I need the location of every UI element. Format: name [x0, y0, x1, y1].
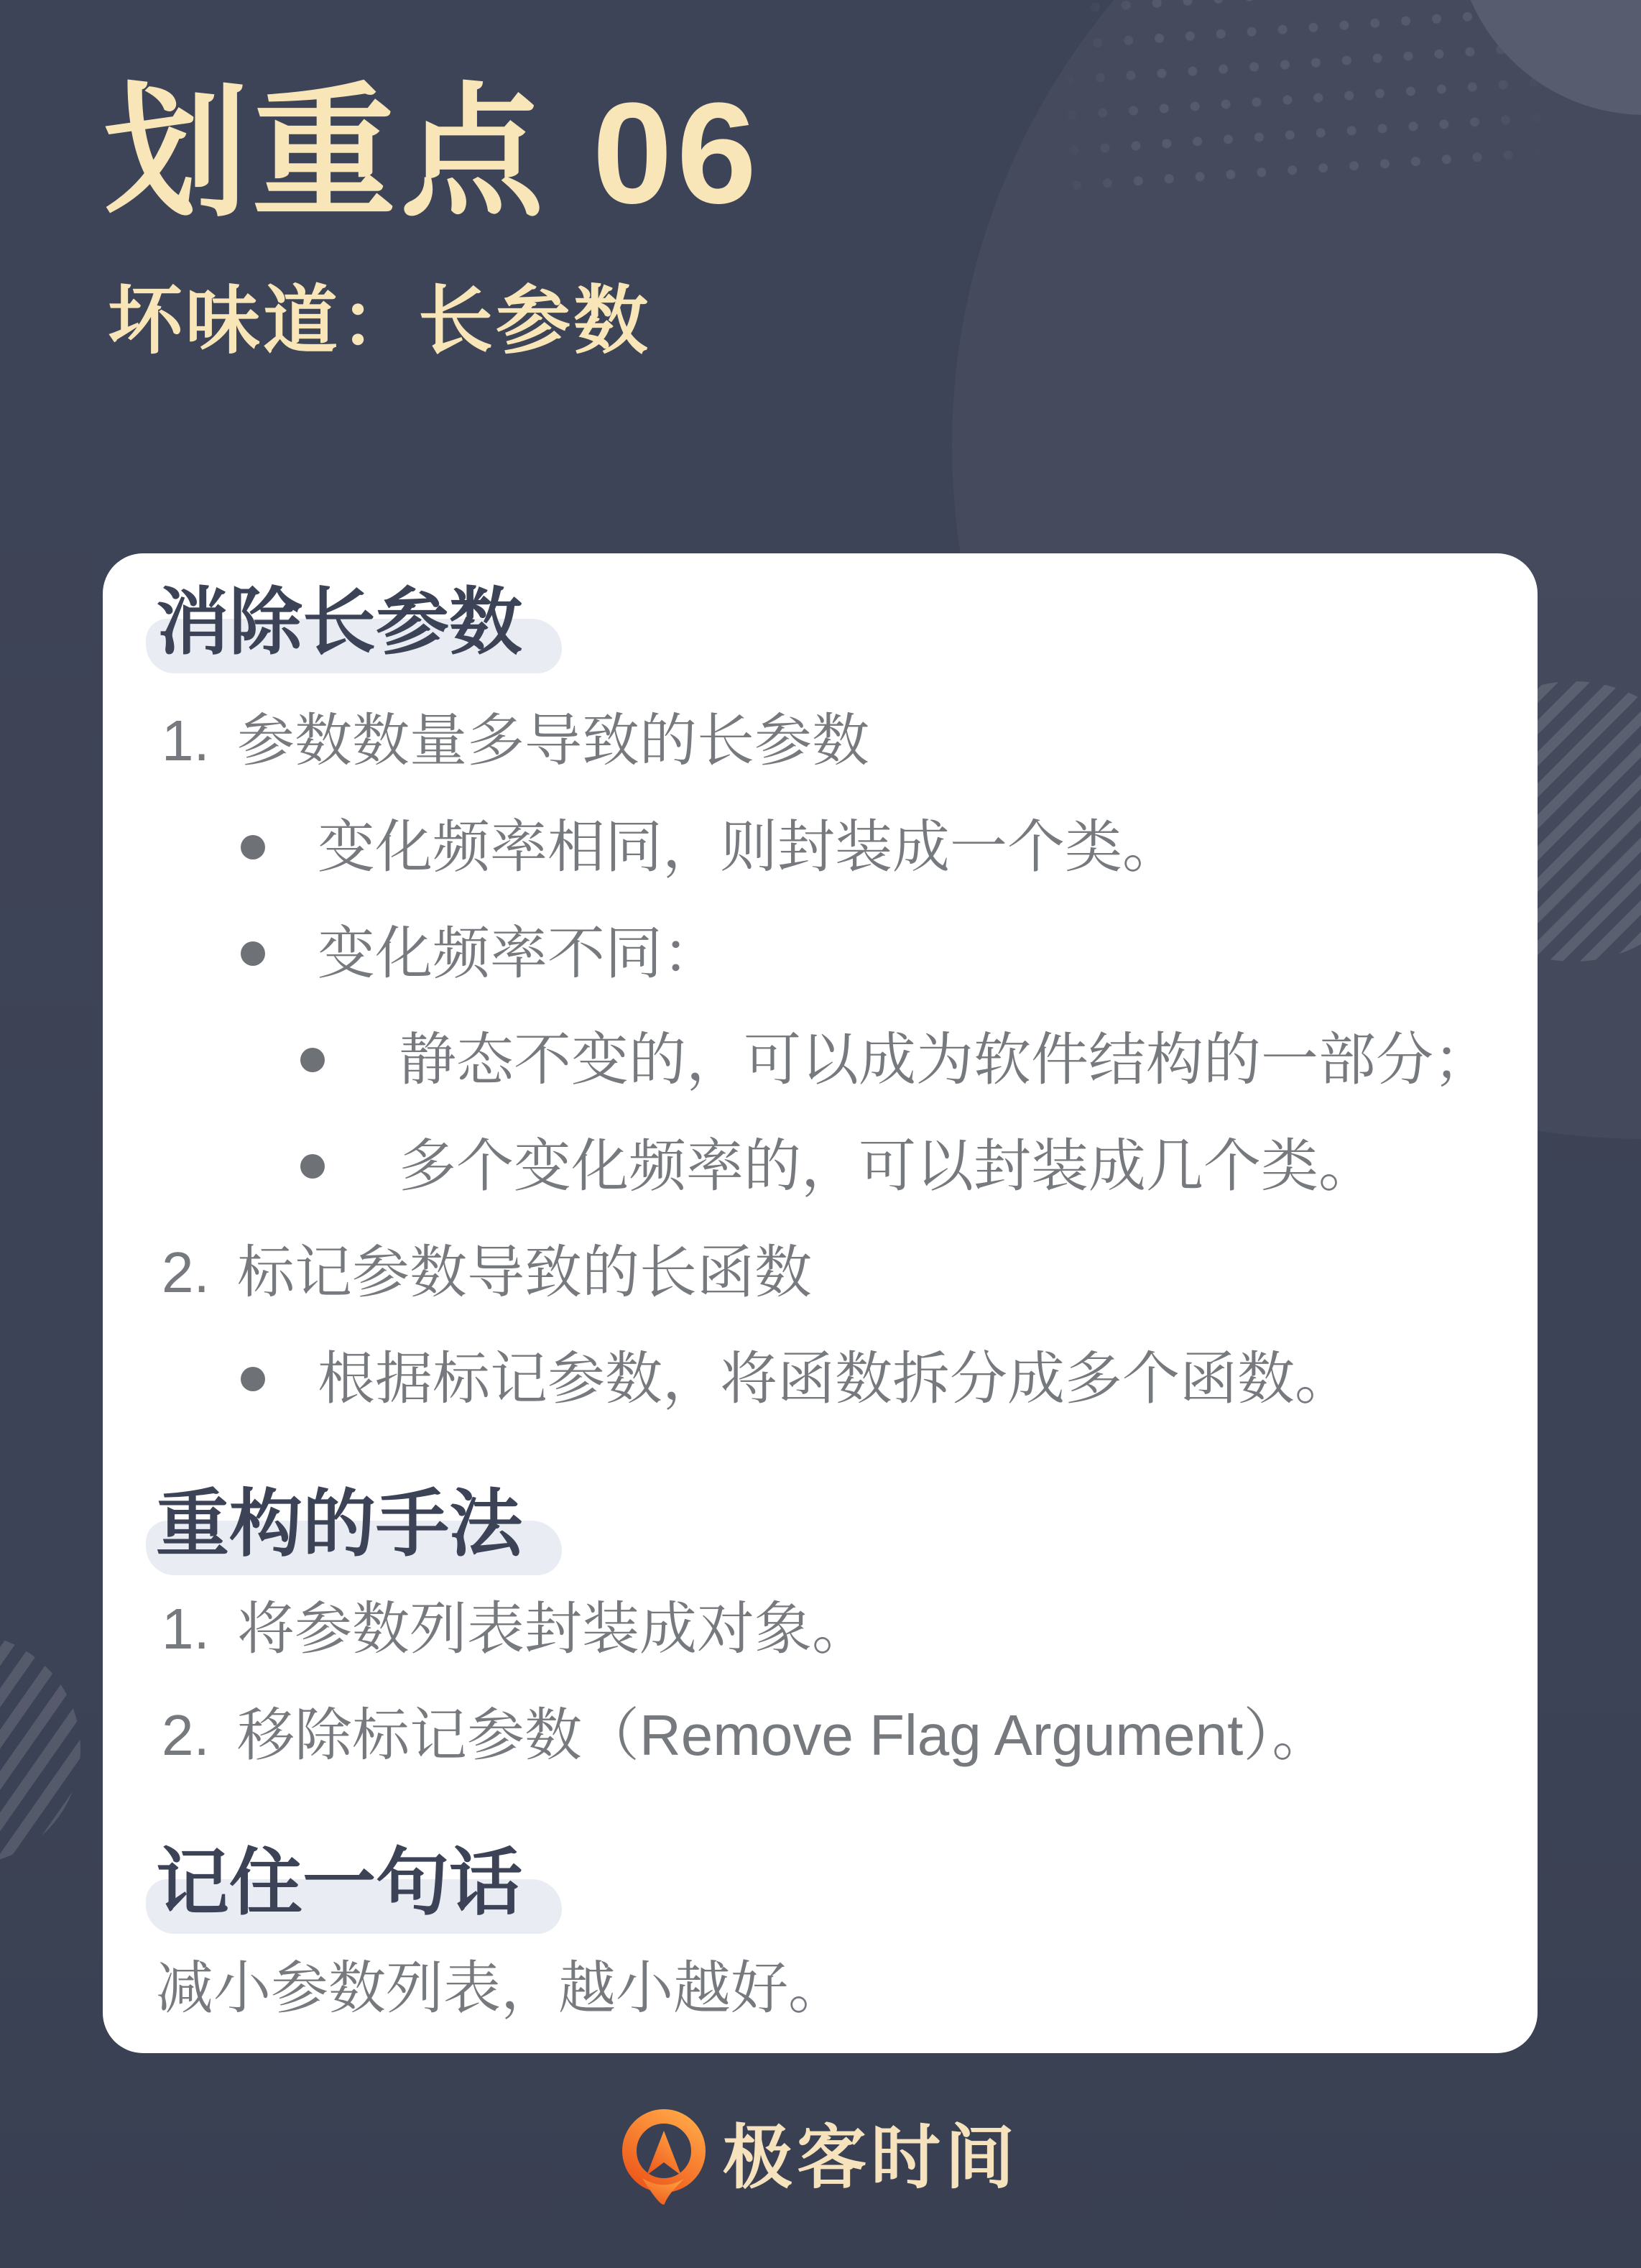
list-item: 2. 移除标记参数（Remove Flag Argument）。 [162, 1703, 1330, 1767]
section-heading: 记住一句话 [156, 1846, 522, 1919]
bullet-icon [241, 1367, 265, 1391]
bullet-icon [300, 1154, 325, 1179]
geektime-logo-icon [619, 2108, 708, 2210]
bullet-icon [241, 835, 265, 859]
list-item: 1. 参数数量多导致的长参数 [162, 709, 869, 773]
list-item: 2. 标记参数导致的长函数 [162, 1240, 812, 1304]
list-item: 静态不变的，可以成为软件结构的一部分； [103, 1007, 1538, 1113]
page-subtitle: 坏味道：长参数 [108, 280, 652, 363]
content-card [103, 553, 1538, 2053]
section-heading: 重构的手法 [156, 1488, 522, 1561]
footer [0, 2106, 1641, 2268]
bullet-icon [241, 941, 265, 966]
brand-name: 极客时间 [723, 2119, 1019, 2197]
list-item: 多个变化频率的，可以封装成几个类。 [103, 1113, 1538, 1220]
page-title: 划重点 06 [104, 73, 762, 234]
striped-circle-left [0, 1633, 80, 1865]
section-heading: 消除长参数 [156, 586, 522, 659]
list-item: 变化频率相同，则封装成一个类。 [103, 794, 1538, 900]
summary-line: 减小参数列表，越小越好。 [156, 1956, 846, 2020]
dot-pattern-decoration [1057, 0, 1559, 211]
list-item: 变化频率不同： [103, 900, 1538, 1007]
list-item: 1. 将参数列表封装成对象。 [162, 1597, 869, 1661]
bullet-icon [300, 1048, 325, 1072]
list-item: 根据标记参数，将函数拆分成多个函数。 [103, 1326, 1538, 1432]
